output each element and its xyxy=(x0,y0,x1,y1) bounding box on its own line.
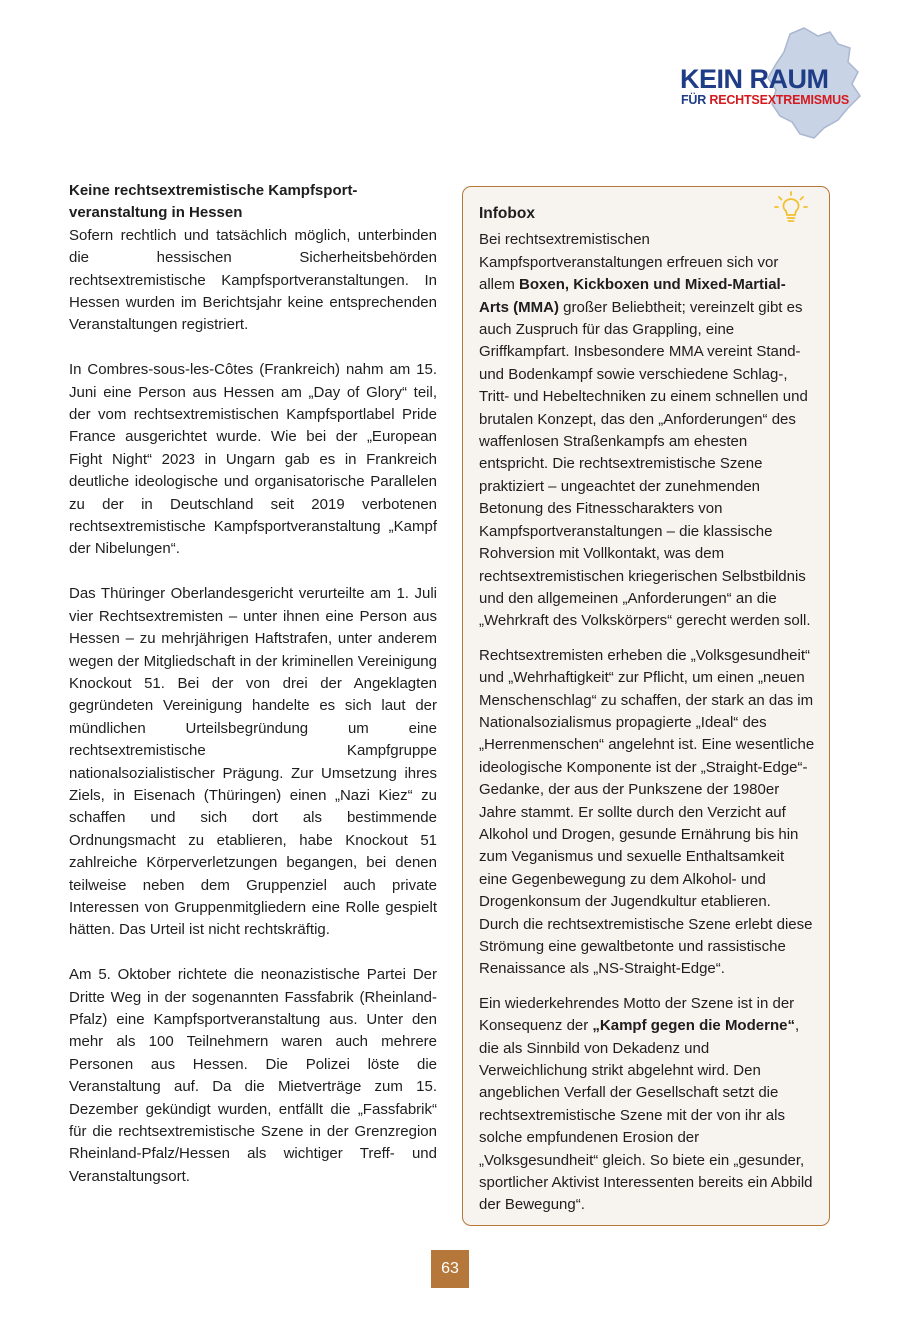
lightbulb-icon xyxy=(773,191,809,225)
infobox-paragraph-3 xyxy=(479,993,815,1217)
infobox-p3-text-a: Ein wiederkehrendes Motto der Szene ist in der Konsequenz der xyxy=(479,994,795,1035)
paragraph-4: Am 5. Oktober richtete die neonazistische Partei Der Dritte Weg in der sogenannten Fassfabrik (Rheinland-Pfalz) eine Kampfsportveranstaltung aus. Unter den mehr als 100 Teilnehmern waren auch mehrere Personen aus Hessen. Die Polizei löste die Veranstaltung auf. Da die Mietverträge zum 15. Dezember gekündigt wurden, entfällt die „Fassfabrik“ für die rechtsextremistische Szene in der Grenzregion Rheinland-Pfalz/Hessen als wichtiger Treff- und Veranstaltungsort. xyxy=(69,966,437,1185)
logo-title: KEIN RAUM xyxy=(680,64,829,94)
paragraph-3: Das Thüringer Oberlandesgericht verurteilte am 1. Juli vier Rechtsextremisten – unter ihnen eine Person aus Hessen – zu mehrjährigen Haftstrafen, unter anderem wegen der Mitgliedschaft in der kriminellen Vereinigung Knockout 51. Bei der von drei der Angeklagten gegründeten Vereinigung handelte es sich laut der mündlichen Urteilsbegründung um eine rechtsextremistische Kampfgruppe nationalsozialistischer Prägung. Zur Umsetzung ihres Ziels, in Eisenach (Thüringen) einen „Nazi Kiez“ zu schaffen und sich dort als bestimmende Ordnungsmacht zu etablieren, habe Knockout 51 zahlreiche Körperverletzungen begangen, bei denen teilweise neben dem Gruppenziel auch private Interessen von Gruppenmitgliedern eine Rolle gespielt hätten. Das Urteil ist nicht rechtskräftig. xyxy=(69,585,437,939)
infobox-p3-bold: „Kampf gegen die Moderne“ xyxy=(592,1017,795,1035)
main-column xyxy=(69,180,437,1211)
infobox-p1-text-c: großer Beliebtheit; vereinzelt gibt es auch Zuspruch für das Grappling, eine Griffkampfart. Insbesondere MMA vereint Stand- und Bodenkampf sowie verschiedene Schlag-, Tritt- und Hebeltechniken zu einem schnellen und brutalen Konzept, das den „Anforderungen“ des waffenlosen Straßenkampfs am ehesten entspricht. Die rechtsextremistische Szene praktiziert – ungeachtet der zunehmenden Betonung des Fitnesscharakters von Kampfsportveranstaltungen – die klassische Rohversion mit Vollkontakt, was dem rechtsextremistischen kriegerischen Selbstbildnis und den allgemeinen „Anforderungen“ an die „Wehrkraft des Volkskörpers“ gerecht werden soll. xyxy=(479,298,811,630)
logo xyxy=(672,24,867,144)
paragraph-2: In Combres-sous-les-Côtes (Frankreich) nahm am 15. Juni eine Person aus Hessen am „Day of Glory“ teil, der vom rechtsextremistischen Kampfsportlabel Pride France ausgerichtet wurde. Wie bei der „European Fight Night“ 2023 in Ungarn gab es in Frankreich deutliche ideologische und organisatorische Parallelen zu der in Deutschland seit 2019 verbotenen rechtsextremistische Kampfsportveranstaltung „Kampf der Nibelungen“. xyxy=(69,361,437,558)
infobox-p1-bold: Boxen, Kickboxen und Mixed-Martial-Arts (MMA) xyxy=(479,276,786,316)
logo-subtitle-prefix: FÜR xyxy=(681,93,710,107)
paragraph-1: Sofern rechtlich und tatsächlich möglich, unterbinden die hessischen Sicherheitsbehörden rechtsextremistische Kampfsportveranstaltungen. In Hessen wurden im Berichtsjahr keine entsprechenden Veranstaltungen registriert. xyxy=(69,226,437,334)
section-heading: Keine rechtsextremistische Kampfsport-veranstaltung in Hessen xyxy=(69,182,358,222)
infobox-paragraph-2: Rechtsextremisten erheben die „Volksgesundheit“ und „Wehrhaftigkeit“ zur Pflicht, um einen „neuen Menschenschlag“ zu schaffen, der stark an das im Nationalsozialismus propagierte „Ideal“ des „Herrenmenschen“ angelehnt ist. Eine wesentliche ideologische Komponente ist der „Straight-Edge“-Gedanke, der aus der Punkszene der 1980er Jahre stammt. Er sollte durch den Verzicht auf Alkohol und Drogen, gesunde Ernährung bis hin zum Veganismus und sexuelle Enthaltsamkeit eine Gegenbewegung zu dem Alkohol- und Drogenkonsum der Jugendkultur etablieren. Durch die rechtsextremistische Szene erlebt diese Strömung eine gewaltbetonte und rassistische Renaissance als „NS-Straight-Edge“. xyxy=(479,646,815,978)
infobox-paragraph-1 xyxy=(479,229,815,632)
infobox-p3-text-c: , die als Sinnbild von Dekadenz und Verweichlichung strikt abgelehnt wird. Den angeblichen Verfall der Gesellschaft setzt die rechtsextremistische Szene mit der von ihr als solche empfundenen Erosion der „Volksgesundheit“ gleich. So biete ein „gesunder, sportlicher Aktivist Interessenten bereits ein Abbild der Bewegung“. xyxy=(479,1017,813,1214)
logo-subtitle-highlight: RECHTSEXTREMISMUS xyxy=(709,93,850,107)
infobox-p1-text-a: Bei rechtsextremistischen Kampfsportveranstaltungen erfreuen sich vor allem xyxy=(479,231,779,294)
page-number: 63 xyxy=(431,1250,469,1288)
infobox xyxy=(462,186,830,1226)
logo-subtitle xyxy=(681,94,849,107)
infobox-title: Infobox xyxy=(479,205,535,222)
